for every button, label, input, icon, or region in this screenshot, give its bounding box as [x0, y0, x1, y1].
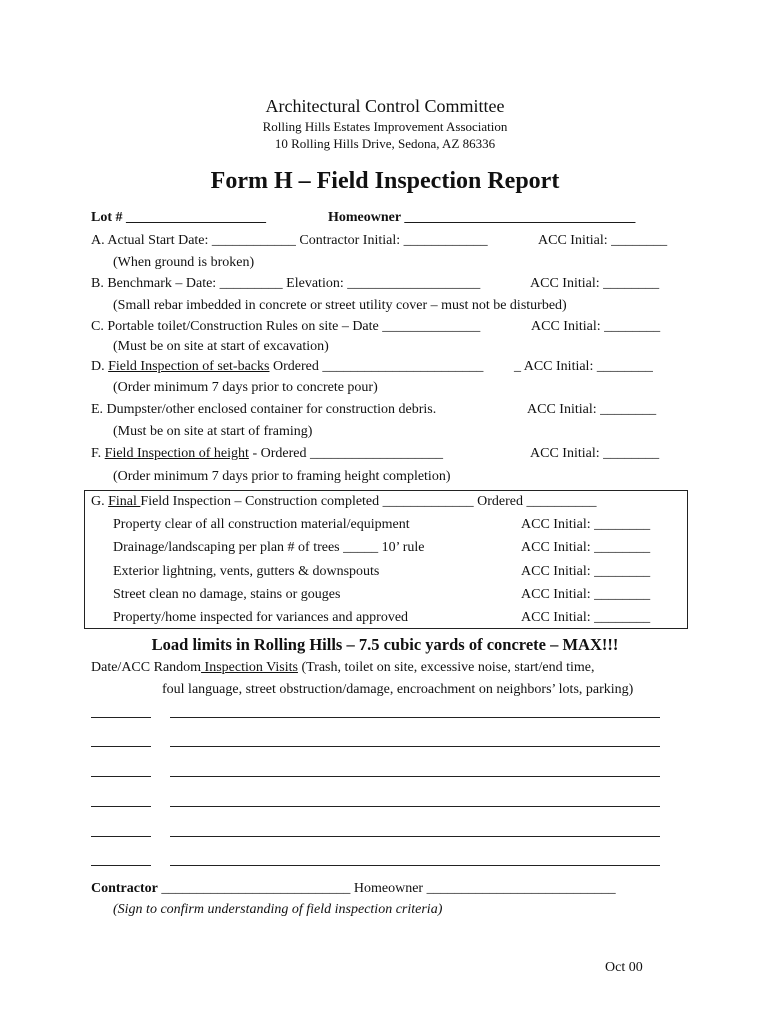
row-a-start-date: A. Actual Start Date: ____________ Contractor Initial: ____________	[91, 233, 488, 248]
row-a-acc-initial: ACC Initial: ________	[538, 233, 668, 248]
final-item-acc: ACC Initial: ________	[521, 540, 651, 555]
row-b-benchmark: B. Benchmark – Date: _________ Elevation: ___________________	[91, 276, 481, 291]
row-d-note: (Order minimum 7 days prior to concrete pour)	[113, 380, 378, 395]
row-b-note: (Small rebar imbedded in concrete or street utility cover – must not be disturbed)	[113, 298, 567, 313]
row-f-note: (Order minimum 7 days prior to framing height completion)	[113, 469, 451, 484]
row-f-height	[91, 446, 443, 462]
footer-date: Oct 00	[605, 960, 643, 975]
row-c-portable-toilet: C. Portable toilet/Construction Rules on site – Date ______________	[91, 319, 481, 334]
load-limits-notice: Load limits in Rolling Hills – 7.5 cubic yards of concrete – MAX!!!	[151, 635, 619, 654]
association-address: 10 Rolling Hills Drive, Sedona, AZ 86336	[274, 136, 496, 151]
row-d-prefix: D.	[91, 359, 109, 374]
final-inspection-box	[84, 490, 688, 629]
visit-notes-line	[170, 776, 660, 777]
row-e-acc-initial: ACC Initial: ________	[527, 402, 657, 417]
random-visits-heading	[91, 660, 595, 676]
row-g-rest: Field Inspection – Construction completed _____________ Ordered __________	[140, 494, 597, 509]
row-c-acc-initial: ACC Initial: ________	[531, 319, 661, 334]
random-visits-underlined: Inspection Visits	[201, 660, 298, 675]
row-d-ordered: Ordered _______________________	[269, 359, 484, 374]
visit-notes-line	[170, 746, 660, 747]
visit-notes-line	[170, 865, 660, 866]
random-visits-line2: foul language, street obstruction/damage, encroachment on neighbors’ lots, parking)	[162, 682, 634, 697]
row-d-acc-initial: _ ACC Initial: ________	[514, 359, 653, 374]
visit-notes-line	[170, 717, 660, 718]
visit-date-line	[91, 717, 151, 718]
homeowner-field: Homeowner _________________________________	[328, 210, 636, 225]
signature-note: (Sign to confirm understanding of field inspection criteria)	[113, 902, 443, 917]
row-g-final: Final	[108, 494, 141, 509]
committee-title: Architectural Control Committee	[265, 96, 505, 116]
final-item-acc: ACC Initial: ________	[521, 517, 651, 532]
row-d-setbacks	[91, 359, 483, 375]
row-c-note: (Must be on site at start of excavation)	[113, 339, 329, 354]
contractor-label: Contractor	[91, 881, 158, 896]
final-item-text: Drainage/landscaping per plan # of trees _____ 10’ rule	[113, 540, 425, 555]
visit-notes-line	[170, 806, 660, 807]
final-item-acc: ACC Initial: ________	[521, 610, 651, 625]
row-g-prefix: G.	[91, 494, 109, 509]
row-d-heading: Field Inspection of set-backs	[108, 359, 270, 374]
row-g-final-inspection	[91, 494, 597, 510]
final-item-text: Street clean no damage, stains or gouges	[113, 587, 341, 602]
contractor-signature-blank: ___________________________	[157, 881, 351, 896]
final-item-text: Property clear of all construction material/equipment	[113, 517, 410, 532]
visit-date-line	[91, 865, 151, 866]
row-f-ordered: - Ordered ___________________	[248, 446, 443, 461]
homeowner-signature: Homeowner ___________________________	[350, 881, 616, 896]
row-f-acc-initial: ACC Initial: ________	[530, 446, 660, 461]
row-a-note: (When ground is broken)	[113, 255, 255, 270]
row-e-note: (Must be on site at start of framing)	[113, 424, 313, 439]
visit-date-line	[91, 776, 151, 777]
row-f-heading: Field Inspection of height	[104, 446, 249, 461]
lot-field: Lot # ____________________	[91, 210, 266, 225]
association-name: Rolling Hills Estates Improvement Association	[262, 119, 508, 134]
final-item-text: Property/home inspected for variances and approved	[113, 610, 409, 625]
signature-line	[91, 881, 616, 897]
visit-notes-line	[170, 836, 660, 837]
visit-date-line	[91, 836, 151, 837]
form-title: Form H – Field Inspection Report	[210, 168, 560, 194]
final-item-text: Exterior lightning, vents, gutters & downspouts	[113, 564, 380, 579]
row-e-dumpster: E. Dumpster/other enclosed container for construction debris.	[91, 402, 437, 417]
row-b-acc-initial: ACC Initial: ________	[530, 276, 660, 291]
final-item-acc: ACC Initial: ________	[521, 564, 651, 579]
visit-date-line	[91, 806, 151, 807]
visit-date-line	[91, 746, 151, 747]
row-f-prefix: F.	[91, 446, 105, 461]
random-visits-rest: (Trash, toilet on site, excessive noise, start/end time,	[297, 660, 595, 675]
final-item-acc: ACC Initial: ________	[521, 587, 651, 602]
random-visits-prefix: Date/ACC Random	[91, 660, 202, 675]
